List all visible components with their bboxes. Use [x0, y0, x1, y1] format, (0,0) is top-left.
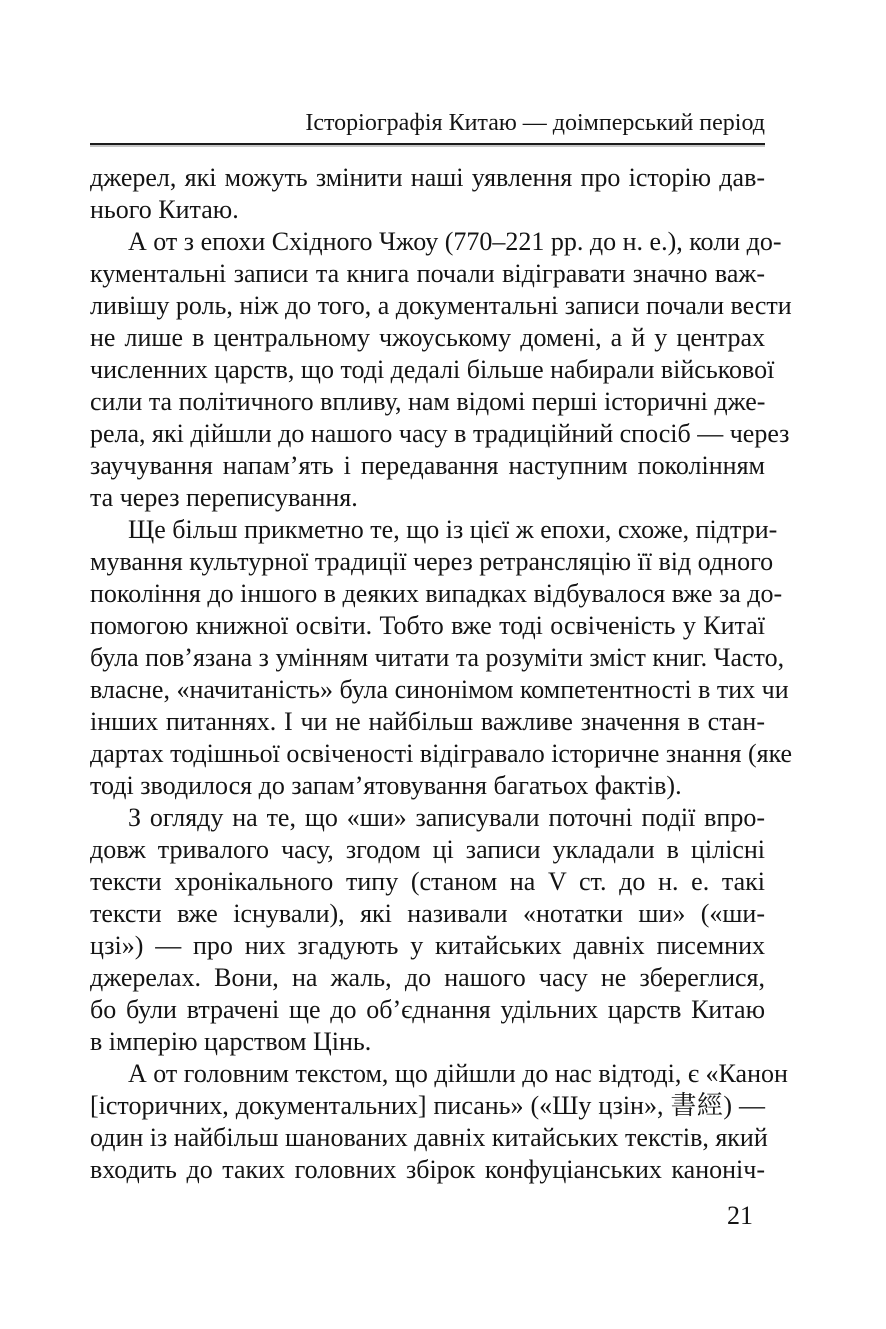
text-line: тоді зводилося до запам’ятовування багатьох фактів).	[90, 771, 682, 800]
text-line: [історичних, документальних] писань» («Шу цзін», 書經) —	[90, 1091, 765, 1120]
text-line: А от з епохи Східного Чжоу (770–221 рр. до н. е.), коли до-	[128, 227, 782, 256]
text-line: та через переписування.	[90, 483, 358, 512]
paragraph	[90, 514, 793, 802]
text-line: довж тривалого часу, згодом ці записи укладали в цілісні	[90, 835, 765, 864]
paragraph	[90, 226, 792, 514]
text-line: рела, які дійшли до нашого часу в традиційний спосіб — через	[90, 419, 790, 448]
text-line: помогою книжної освіти. Тобто вже тоді освіченість у Китаї	[90, 611, 765, 640]
text-line: цзі») — про них згадують у китайських давніх писемних	[90, 931, 765, 960]
page-number: 21	[727, 1201, 753, 1230]
text-line: дартах тодішньої освіченості відігравало історичне знання (яке	[90, 739, 793, 768]
text-line: джерелах. Вони, на жаль, до нашого часу не збереглися,	[90, 963, 765, 992]
text-line: входить до таких головних збірок конфуціанських каноніч-	[90, 1155, 765, 1184]
text-line: в імперію царством Цінь.	[90, 1027, 372, 1056]
text-line: не лише в центральному чжоуському домені, а й у центрах	[90, 323, 765, 352]
body-text	[90, 162, 793, 1186]
text-line: покоління до іншого в деяких випадках відбувалося вже за до-	[90, 579, 783, 608]
text-line: Ще більш прикметно те, що із цієї ж епохи, схоже, підтри-	[128, 515, 778, 544]
text-line: численних царств, що тоді дедалі більше набирали військової	[90, 355, 775, 384]
paragraph	[90, 802, 765, 1058]
text-line: ливішу роль, ніж до того, а документальні записи почали вести	[90, 291, 792, 320]
text-line: А от головним текстом, що дійшли до нас відтоді, є «Канон	[128, 1059, 788, 1088]
header-rule	[90, 143, 765, 145]
text-line: мування культурної традиції через ретрансляцію її від одного	[90, 547, 774, 576]
text-line: джерел, які можуть змінити наші уявлення про історію дав-	[90, 163, 765, 192]
paragraph	[90, 162, 765, 226]
text-line: інших питаннях. І чи не найбільш важливе значення в стан-	[90, 707, 765, 736]
text-line: була пов’язана з умінням читати та розуміти зміст книг. Часто,	[90, 643, 785, 672]
text-line: один із найбільш шанованих давніх китайських текстів, який	[90, 1123, 768, 1152]
text-line: власне, «начитаність» була синонімом компетентності в тих чи	[90, 675, 789, 704]
text-line: кументальні записи та книга почали відігравати значно важ-	[90, 259, 765, 288]
text-line: бо були втрачені ще до об’єднання удільних царств Китаю	[90, 995, 765, 1024]
text-line: сили та політичного впливу, нам відомі перші історичні дже-	[90, 387, 766, 416]
paragraph	[90, 1058, 788, 1186]
text-line: З огляду на те, що «ши» записували поточні події впро-	[128, 803, 765, 832]
text-line: тексти вже існували), які називали «нотатки ши» («ши-	[90, 899, 765, 928]
text-line: заучування напам’ять і передавання наступним поколінням	[90, 451, 765, 480]
text-line: тексти хронікального типу (станом на V ст. до н. е. такі	[90, 867, 765, 896]
text-line: нього Китаю.	[90, 195, 239, 224]
running-header: Історіографія Китаю — доімперський період	[305, 110, 765, 136]
